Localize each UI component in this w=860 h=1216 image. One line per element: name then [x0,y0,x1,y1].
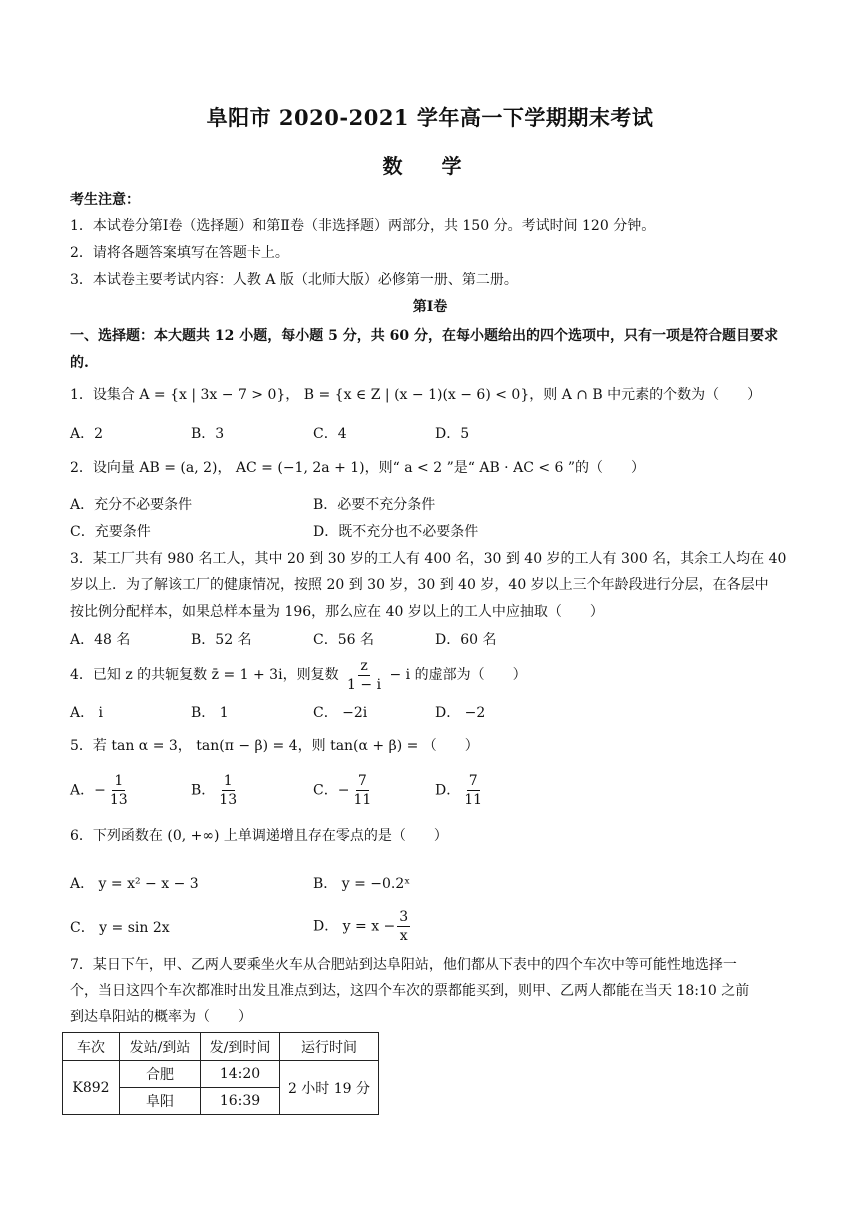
cell-duration: 2 小时 19 分 [280,1061,379,1115]
notice-heading: 考生注意： [70,192,140,208]
q5-option-b-label: B． [191,782,216,799]
q6-option-a: A． y = x² − x − 3 [70,876,199,892]
header-duration: 运行时间 [280,1033,379,1061]
q5-option-d-fraction [462,772,484,809]
q4-option-b: B． 1 [191,705,229,721]
question-4-stem [70,656,527,694]
q5-option-c [313,772,375,809]
q3-option-d: D．60 名 [435,632,497,648]
q4-option-c: C． −2i [313,705,368,721]
q4-stem-prefix: 4．已知 z 的共轭复数 z̄ = 1 + 3i，则复数 [70,667,339,683]
q6-option-d-numerator: 3 [399,909,409,925]
q1-option-b: B．3 [191,426,225,442]
q6-option-d-fraction [397,908,410,945]
notice-item-2: 2．请将各题答案填写在答题卡上。 [70,245,289,261]
q5-option-b-fraction [217,772,239,809]
section-instructions: 一、选择题：本大题共 12 小题，每小题 5 分，共 60 分，在每小题给出的四个选项中，只有一项是符合题目要求的. [70,328,778,371]
cell-depart-time: 14:20 [201,1061,280,1088]
schedule-row-upper [63,1061,379,1088]
q5-option-d [435,772,486,809]
q4-fraction [345,657,383,694]
q3-option-b: B．52 名 [191,632,252,648]
cell-arrive-time: 16:39 [201,1088,280,1115]
q5-option-a-fraction [108,772,130,809]
train-schedule-table [62,1032,379,1115]
notice-item-3: 3．本试卷主要考试内容：人教 A 版（北师大版）必修第一册、第二册。 [70,272,518,288]
exam-title: 阜阳市 2020-2021 学年高一下学期期末考试 [206,105,654,130]
question-7-line-1: 7．某日下午，甲、乙两人要乘坐火车从合肥站到达阜阳站，他们都从下表中的四个车次中等可能性地选择一 [70,957,737,973]
q1-option-c: C．4 [313,426,347,442]
q4-fraction-numerator: z [360,657,368,674]
volume-heading: 第Ⅰ卷 [412,299,448,315]
question-7-line-2: 个，当日这四个车次都准时出发且准点到达，这四个车次的票都能买到，则甲、乙两人都能在当天 18:10 之前 [70,983,750,999]
q4-option-a: A． i [70,705,104,721]
q5-option-c-numerator: 7 [357,773,367,789]
q5-option-d-label: D． [435,782,461,799]
q5-option-c-label: C． [313,782,338,799]
q5-option-c-denominator: 11 [353,792,372,808]
question-5-stem: 5．若 tan α = 3， tan(π − β) = 4，则 tan(α + β) = （ ） [70,738,479,754]
q2-option-b: B．必要不充分条件 [313,497,436,513]
q2-option-c: C．充要条件 [70,524,151,540]
q4-fraction-denominator: 1 − i [347,676,382,693]
schedule-header-row [63,1033,379,1061]
q5-option-a-label: A． [70,782,95,799]
q5-option-c-fraction [351,772,373,809]
q6-option-b: B． y = −0.2ˣ [313,876,411,892]
question-3-line-3: 按比例分配样本，如果总样本量为 196，那么应在 40 岁以上的工人中应抽取（ ） [70,604,604,620]
question-1-stem: 1．设集合 A = {x | 3x − 7 > 0}， B = {x ∈ Z | (x − 1)(x − 6) < 0}，则 A ∩ B 中元素的个数为（ ） [70,387,762,403]
q5-option-c-sign: − [337,782,350,799]
cell-train: K892 [63,1061,120,1115]
notice-item-1: 1．本试卷分第Ⅰ卷（选择题）和第Ⅱ卷（非选择题）两部分，共 150 分。考试时间 120 分钟。 [70,218,656,234]
question-3-line-1: 3．某工厂共有 980 名工人，其中 20 到 30 岁的工人有 400 名，30 到 40 岁的工人有 300 名，其余工人均在 40 [70,551,787,567]
q2-option-a: A．充分不必要条件 [70,497,193,513]
q2-option-d: D．既不充分也不必要条件 [313,524,479,540]
q1-option-d: D．5 [435,426,470,442]
q5-option-b-denominator: 13 [219,792,238,808]
question-2-stem: 2．设向量 AB = (a, 2)， AC = (−1, 2a + 1)，则“ a < 2 ”是“ AB · AC < 6 ”的（ ） [70,460,646,476]
q5-option-a [70,772,132,809]
q5-option-d-denominator: 11 [464,792,483,808]
q5-option-b [191,772,241,809]
q4-stem-suffix: − i 的虚部为（ ） [389,667,527,683]
q6-option-d-denominator: x [399,928,408,944]
q3-option-a: A．48 名 [70,632,131,648]
header-times: 发/到时间 [201,1033,280,1061]
q5-option-a-numerator: 1 [114,773,124,789]
q5-option-b-numerator: 1 [223,773,233,789]
cell-depart-station: 合肥 [120,1061,201,1088]
q4-option-d: D． −2 [435,705,486,721]
q5-option-d-numerator: 7 [468,773,478,789]
q1-option-a: A．2 [70,426,104,442]
q5-option-a-denominator: 13 [109,792,128,808]
exam-subject: 数 学 [382,154,478,178]
question-3-line-2: 岁以上．为了解该工厂的健康情况，按照 20 到 30 岁，30 到 40 岁，40 岁以上三个年龄段进行分层，在各层中 [70,577,769,593]
q6-option-d-prefix: D． y = x − [313,918,396,935]
q5-option-a-sign: − [94,782,106,799]
q6-option-c: C． y = sin 2x [70,920,170,936]
cell-arrive-station: 阜阳 [120,1088,201,1115]
header-train: 车次 [63,1033,120,1061]
q3-option-c: C．56 名 [313,632,374,648]
q6-option-d [313,908,412,945]
header-stations: 发站/到站 [120,1033,201,1061]
question-7-line-3: 到达阜阳站的概率为（ ） [70,1009,252,1025]
question-6-stem: 6．下列函数在 (0, +∞) 上单调递增且存在零点的是（ ） [70,828,448,844]
